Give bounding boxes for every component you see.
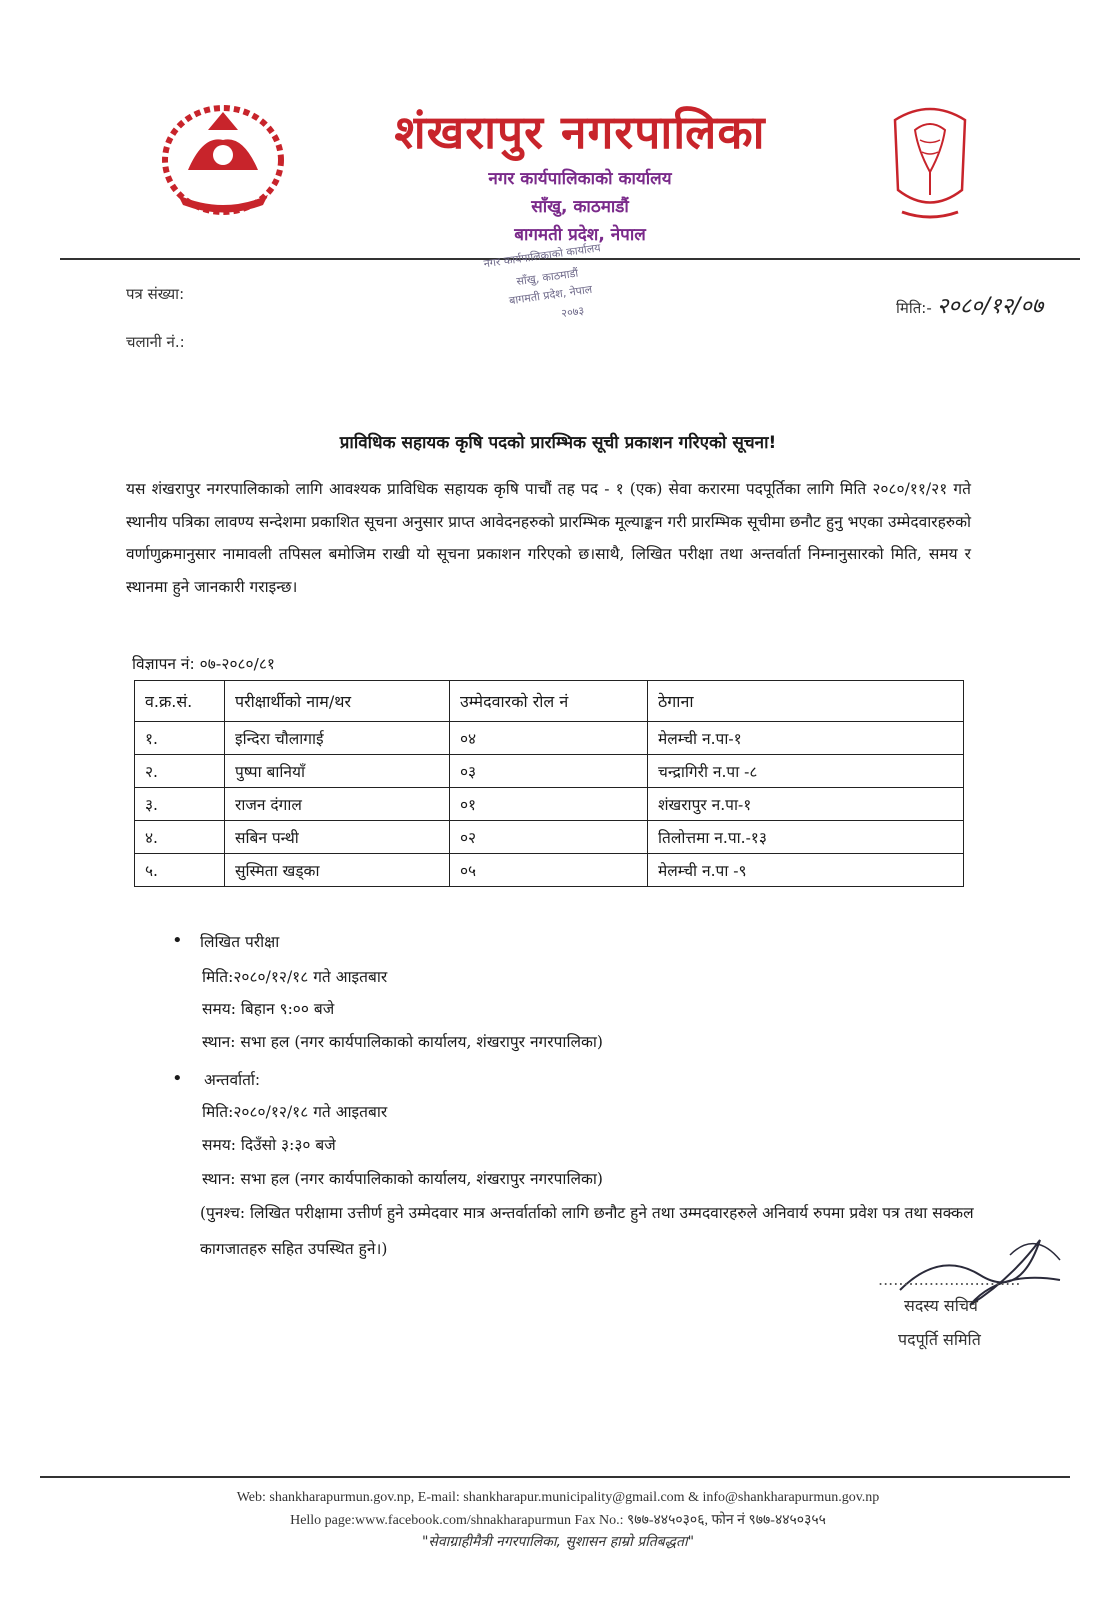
written-exam-time: समय: बिहान ९:०० बजे [202,1000,335,1018]
written-exam-date: मिति:२०८०/१२/१८ गते आइतबार [202,968,388,986]
cell-roll: ०३ [450,755,648,788]
footer-contact-line: Web: shankharapurmun.gov.np, E-mail: shankharapur.municipality@gmail.com & info@shankharapurmun.gov.np [236,1490,880,1505]
signatory-role: सदस्य सचिव [904,1296,978,1315]
footer-social-line: Hello page:www.facebook.com/shnakharapurmun Fax No.: ९७७-४४५०३०६, फोन नं ९७७-४४५०३५५ [290,1513,826,1528]
cell-roll: ०४ [450,722,648,755]
table-header-row [135,681,964,722]
cell-name: राजन दंगाल [225,788,450,821]
postscript-note: (पुनश्च: लिखित परीक्षामा उत्तीर्ण हुने उम्मेदवार मात्र अन्तर्वार्ताको लागि छनौट हुने तथा उम्मदवारहरुले अनिवार्य रुपमा प्रवेश पत्र तथा सक्कल कागजातहरु सहित उपस्थित हुने।) [200,1204,974,1258]
signature-dots: ............................ [878,1270,1021,1289]
cell-serial: २. [135,755,225,788]
table-row [135,755,964,788]
stamp-line-1: नगर कार्यपालिकाको कार्यालय [482,241,602,271]
cell-roll: ०२ [450,821,648,854]
cell-serial: ४. [135,821,225,854]
letter-number-label: पत्र संख्या: [126,285,185,303]
col-roll: उम्मेदवारको रोल नं [450,681,648,722]
col-name: परीक्षार्थीको नाम/थर [225,681,450,722]
bullet-icon: • [172,1068,183,1089]
footer-divider [40,1476,1070,1478]
cell-roll: ०१ [450,788,648,821]
written-exam-title: लिखित परीक्षा [200,933,280,951]
office-province: बागमती प्रदेश, नेपाल [514,225,646,245]
dispatch-number-label: चलानी नं.: [126,333,185,351]
municipality-logo-icon [880,100,980,230]
org-name: शंखरापुर नगरपालिका [394,105,766,159]
stamp-line-3: बागमती प्रदेश, नेपाल [508,282,593,308]
cell-name: सबिन पन्थी [225,821,450,854]
cell-address: मेलम्ची न.पा-१ [648,722,964,755]
cell-serial: १. [135,722,225,755]
cell-name: सुस्मिता खड्का [225,854,450,887]
date-label: मिति:- [896,299,932,317]
office-stamp-icon [462,196,642,326]
cell-name: इन्दिरा चौलागाई [225,722,450,755]
written-exam-venue: स्थान: सभा हल (नगर कार्यपालिकाको कार्यालय, शंखरापुर नगरपालिका) [202,1033,603,1051]
cell-address: मेलम्ची न.पा -९ [648,854,964,887]
stamp-line-2: साँखु, काठमाडौं [515,266,579,289]
interview-venue: स्थान: सभा हल (नगर कार्यपालिकाको कार्यालय, शंखरापुर नगरपालिका) [202,1170,603,1188]
cell-name: पुष्पा बानियाँ [225,755,450,788]
notice-subject: प्राविधिक सहायक कृषि पदको प्रारम्भिक सूची प्रकाशन गरिएको सूचना! [339,433,777,453]
interview-title: अन्तर्वार्ता: [204,1071,261,1089]
cell-serial: ३. [135,788,225,821]
notice-body: यस शंखरापुर नगरपालिकाको लागि आवश्यक प्राविधिक सहायक कृषि पाचौं तह पद - १ (एक) सेवा करारमा पदपूर्तिका लागि मिति २०८०/११/२१ गते स्थानीय पत्रिका लावण्य सन्देशमा प्रकाशित सूचना अनुसार प्राप्त आवेदनहरुको प्रारम्भिक मूल्याङ्कन गरी प्रारम्भिक सूचीमा छनौट हुनु भएका उम्मेदवारहरुको वर्णाणुक्रमानुसार नामावली तपिसल बमोजिम राखी यो सूचना प्रकाशन गरिएको छ।साथै, लिखित परीक्षा तथा अन्तर्वार्ता निम्नानुसारको मिति, समय र स्थानमा हुने जानकारी गराइन्छ। [126,480,971,596]
cell-serial: ५. [135,854,225,887]
advertisement-number: विज्ञापन नं: ०७-२०८०/८१ [132,655,275,673]
table-row [135,722,964,755]
footer-motto: "सेवाग्राहीमैत्री नगरपालिका, सुशासन हाम्रो प्रतिबद्धता" [421,1534,695,1550]
col-serial: व.क्र.सं. [135,681,225,722]
office-name: नगर कार्यपालिकाको कार्यालय [488,169,672,189]
interview-date: मिति:२०८०/१२/१८ गते आइतबार [202,1103,388,1121]
cell-roll: ०५ [450,854,648,887]
office-address: साँखु, काठमाडौं [531,197,629,217]
cell-address: तिलोत्तमा न.पा.-१३ [648,821,964,854]
committee-name: पदपूर्ति समिति [898,1330,981,1349]
interview-time: समय: दिउँसो ३:३० बजे [202,1136,336,1154]
table-row [135,821,964,854]
date-value: २०८०/१२/०७ [936,294,1044,319]
table-row [135,788,964,821]
bullet-icon: • [172,930,183,951]
cell-address: शंखरापुर न.पा-१ [648,788,964,821]
table-row [135,854,964,887]
nepal-emblem-icon [158,100,288,218]
cell-address: चन्द्रागिरी न.पा -८ [648,755,964,788]
candidate-table [134,680,964,887]
col-address: ठेगाना [648,681,964,722]
date-field [896,290,1043,320]
stamp-line-4: २०७३ [560,304,585,321]
